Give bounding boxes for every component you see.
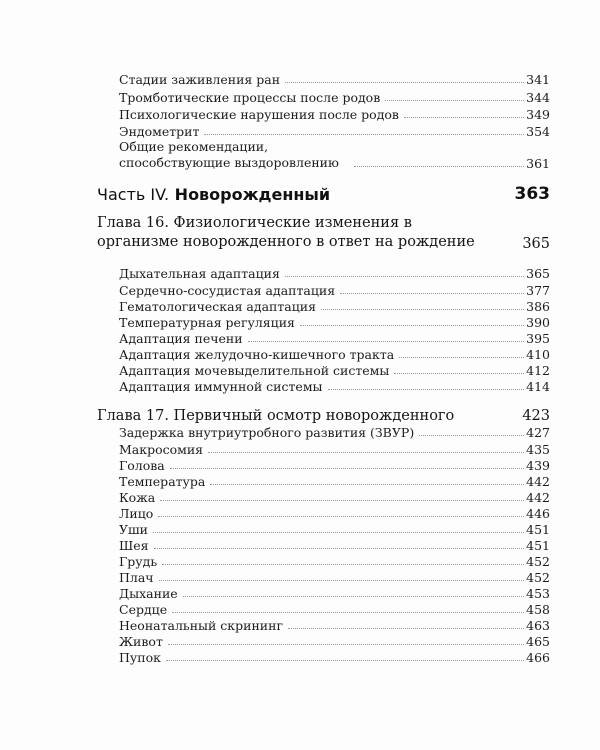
- toc-entry-page: 446: [526, 506, 550, 521]
- toc-entry[interactable]: [119, 70, 550, 87]
- toc-entry[interactable]: [119, 281, 550, 298]
- dot-leader: [399, 357, 524, 358]
- toc-entry-title: Задержка внутриутробного развития (ЗВУР): [119, 425, 415, 440]
- toc-entry[interactable]: [119, 88, 550, 105]
- dot-leader: [419, 435, 524, 436]
- dot-leader: [321, 309, 524, 310]
- toc-entry-page: 442: [526, 474, 550, 489]
- part-label: Часть IV.: [97, 185, 170, 204]
- toc-entry[interactable]: [119, 472, 550, 489]
- toc-entry[interactable]: [119, 648, 550, 665]
- dot-leader: [168, 644, 524, 645]
- dot-leader: [328, 389, 525, 390]
- toc-entry-page: 453: [526, 586, 550, 601]
- part-heading-title: [97, 185, 333, 204]
- toc-entry-title: Пупок: [119, 650, 161, 665]
- toc-entry-title: Эндометрит: [119, 124, 200, 139]
- toc-entry-page: 410: [526, 347, 550, 362]
- dot-leader: [166, 660, 524, 661]
- dot-leader: [285, 82, 524, 83]
- dot-leader: [160, 500, 524, 501]
- toc-entry[interactable]: [119, 632, 550, 649]
- dot-leader: [300, 325, 524, 326]
- toc-entry-title: Дыхание: [119, 586, 178, 601]
- toc-entry-page: 349: [526, 107, 550, 122]
- dot-leader: [154, 548, 525, 549]
- toc-entry-title: Тромботические процессы после родов: [119, 90, 381, 105]
- toc-entry-page: 451: [526, 522, 550, 537]
- toc-entry[interactable]: [119, 329, 550, 346]
- chapter-title: Глава 16. Физиологические изменения в организме новорожденного в ответ на рождение: [97, 215, 475, 250]
- toc-entry-page: 463: [526, 618, 550, 633]
- toc-entry-title: Голова: [119, 458, 165, 473]
- dot-leader: [172, 612, 524, 613]
- toc-entry-title: Психологические нарушения после родов: [119, 107, 399, 122]
- toc-entry-page: 452: [526, 570, 550, 585]
- toc-entry-page: 361: [526, 156, 550, 171]
- toc-entry-page: 412: [526, 363, 550, 378]
- dot-leader: [159, 580, 525, 581]
- toc-entry-title: Сердце: [119, 602, 168, 617]
- toc-entry-page: 452: [526, 554, 550, 569]
- toc-entry-title: Плач: [119, 570, 154, 585]
- part-title: Новорожденный: [174, 185, 331, 204]
- chapter-title: Глава 17. Первичный осмотр новорожденного: [97, 408, 455, 424]
- dot-leader: [204, 134, 524, 135]
- toc-entry[interactable]: [119, 536, 550, 553]
- toc-entry[interactable]: [119, 456, 550, 473]
- toc-entry-title: Лицо: [119, 506, 154, 521]
- toc-entry-page: 344: [526, 90, 550, 105]
- toc-entry-page: 439: [526, 458, 550, 473]
- toc-entry-title: Температура: [119, 474, 206, 489]
- toc-entry-page: 466: [526, 650, 550, 665]
- toc-entry-title: Шея: [119, 538, 149, 553]
- toc-entry[interactable]: [119, 264, 550, 281]
- toc-entry[interactable]: [119, 504, 550, 521]
- toc-entry-title: Уши: [119, 522, 148, 537]
- toc-entry[interactable]: [119, 105, 550, 122]
- dot-leader: [162, 564, 524, 565]
- toc-entry-title: Кожа: [119, 490, 156, 505]
- toc-entry-page: 390: [526, 315, 550, 330]
- toc-entry[interactable]: [119, 377, 550, 394]
- toc-entry[interactable]: [119, 345, 550, 362]
- dot-leader: [288, 628, 524, 629]
- toc-entry-title: Адаптация печени: [119, 331, 243, 346]
- toc-entry[interactable]: [119, 122, 550, 139]
- dot-leader: [183, 596, 524, 597]
- toc-entry-title: Стадии заживления ран: [119, 72, 281, 87]
- dot-leader: [394, 373, 524, 374]
- toc-entry[interactable]: [119, 423, 550, 440]
- toc-entry[interactable]: [119, 568, 550, 585]
- toc-entry-page: 414: [526, 379, 550, 394]
- toc-entry-title: Живот: [119, 634, 163, 649]
- chapter-page: 423: [522, 408, 550, 424]
- toc-entry-page: 354: [526, 124, 550, 139]
- dot-leader: [158, 516, 524, 517]
- dot-leader: [208, 452, 524, 453]
- toc-entry-page: 442: [526, 490, 550, 505]
- toc-entry[interactable]: [119, 600, 550, 617]
- toc-entry-page: 377: [526, 283, 550, 298]
- dot-leader: [248, 341, 525, 342]
- toc-entry-title: Неонатальный скрининг: [119, 618, 283, 633]
- part-heading-page: 363: [514, 184, 550, 204]
- toc-entry[interactable]: [119, 520, 550, 537]
- toc-entry[interactable]: [119, 361, 550, 378]
- toc-entry[interactable]: [119, 138, 550, 171]
- toc-entry-page: 451: [526, 538, 550, 553]
- dot-leader: [153, 532, 524, 533]
- toc-entry-title: Адаптация иммунной системы: [119, 379, 323, 394]
- chapter-heading-16[interactable]: [97, 214, 550, 252]
- toc-entry[interactable]: [119, 552, 550, 569]
- toc-entry-title: Гематологическая адаптация: [119, 299, 316, 314]
- toc-entry[interactable]: [119, 616, 550, 633]
- toc-entry-page: 341: [526, 72, 550, 87]
- toc-entry-title: Дыхательная адаптация: [119, 266, 280, 281]
- toc-entry-title: Грудь: [119, 554, 158, 569]
- chapter-heading-17[interactable]: [97, 404, 550, 424]
- toc-entry-page: 435: [526, 442, 550, 457]
- dot-leader: [285, 276, 524, 277]
- toc-entry-title: Адаптация желудочно-кишечного тракта: [119, 347, 395, 362]
- toc-entry-page: 458: [526, 602, 550, 617]
- dot-leader: [354, 166, 524, 167]
- chapter-page: 365: [522, 236, 550, 252]
- toc-entry-title: Температурная регуляция: [119, 315, 295, 330]
- dot-leader: [210, 484, 524, 485]
- toc-entry-title: Сердечно-сосудистая адаптация: [119, 283, 336, 298]
- dot-leader: [170, 468, 524, 469]
- dot-leader: [385, 100, 524, 101]
- toc-entry[interactable]: [119, 440, 550, 457]
- toc-entry-page: 365: [526, 266, 550, 281]
- toc-entry-title: Адаптация мочевыделительной системы: [119, 363, 390, 378]
- toc-entry[interactable]: [119, 488, 550, 505]
- toc-entry[interactable]: [119, 584, 550, 601]
- toc-entry[interactable]: [119, 313, 550, 330]
- toc-entry[interactable]: [119, 297, 550, 314]
- toc-entry-page: 395: [526, 331, 550, 346]
- part-heading[interactable]: [97, 180, 550, 204]
- toc-entry-page: 386: [526, 299, 550, 314]
- toc-entry-page: 427: [526, 425, 550, 440]
- dot-leader: [404, 117, 524, 118]
- toc-entry-title: Общие рекомендации, способствующие выздоровлению: [119, 139, 339, 170]
- toc-entry-title: Макросомия: [119, 442, 204, 457]
- dot-leader: [340, 293, 524, 294]
- toc-entry-page: 465: [526, 634, 550, 649]
